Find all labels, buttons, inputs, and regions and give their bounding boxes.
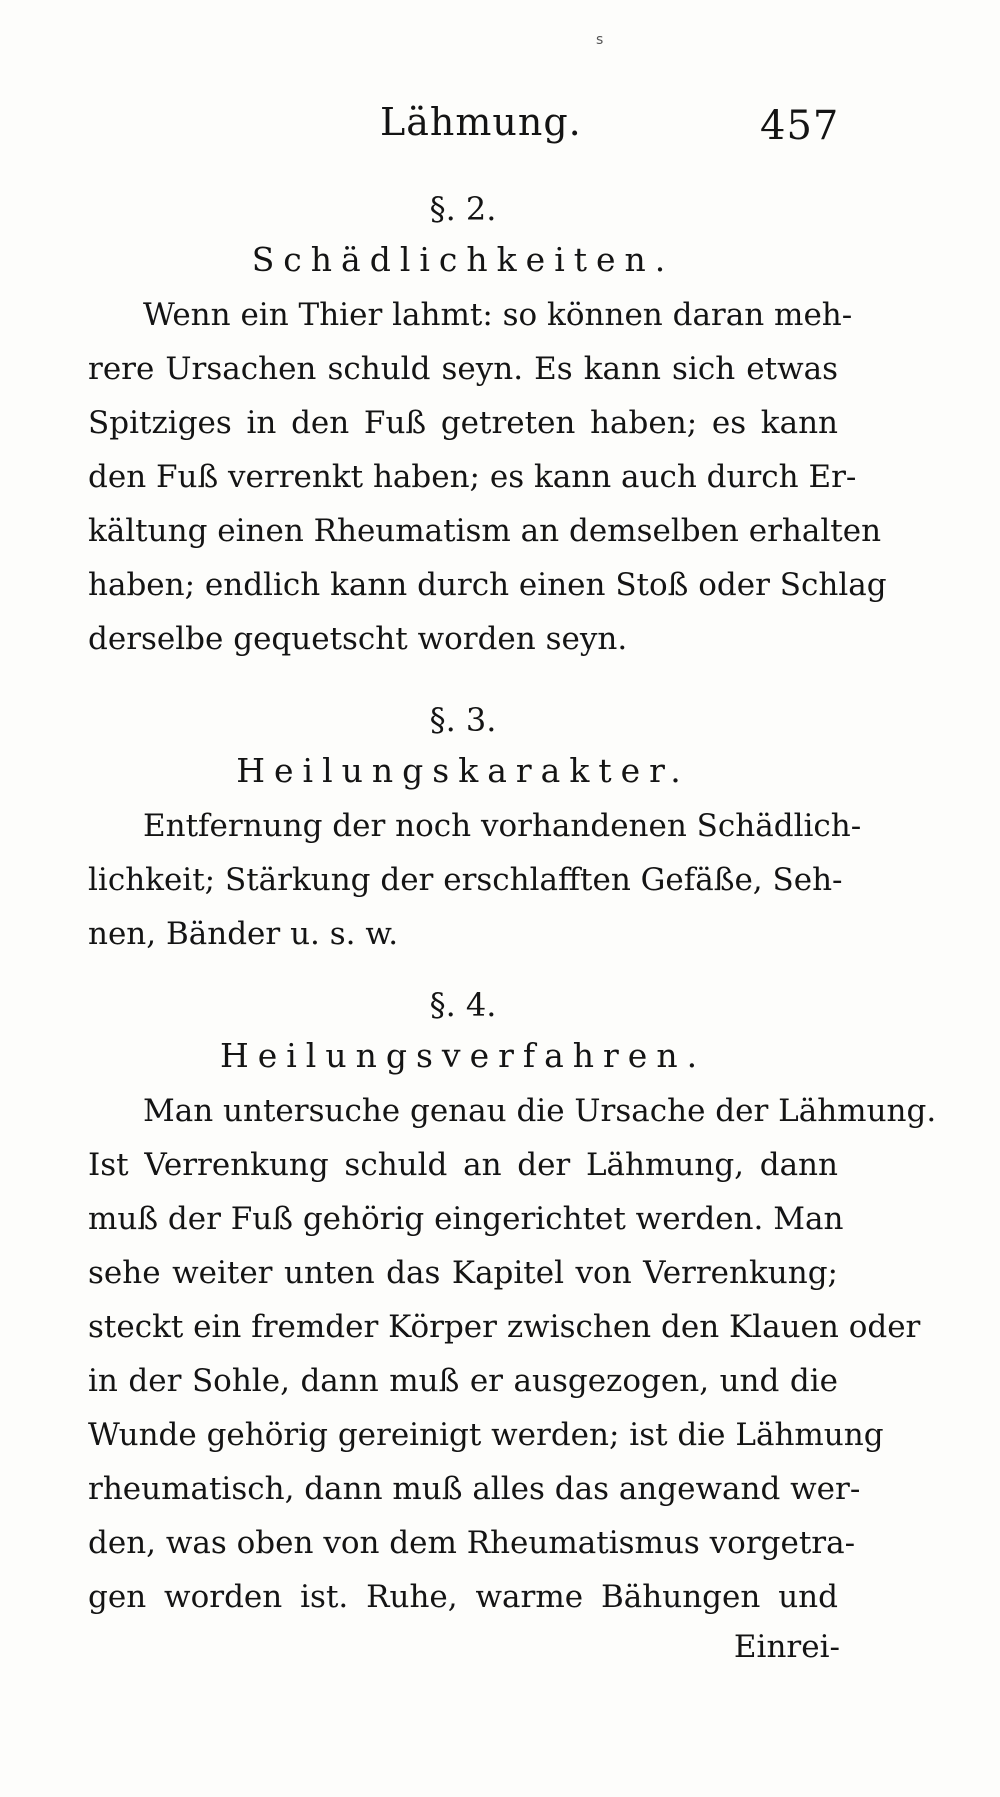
text-line: rere Ursachen schuld seyn. Es kann sich etwas xyxy=(88,351,838,387)
text-line: in der Sohle, dann muß er ausgezogen, und die xyxy=(88,1363,838,1399)
section-4 xyxy=(88,982,937,1624)
section-heading: Heilungskarakter. xyxy=(236,751,690,790)
text-line: gen worden ist. Ruhe, warme Bähungen und xyxy=(88,1579,838,1615)
text-line: muß der Fuß gehörig eingerichtet werden. Man xyxy=(88,1201,844,1237)
section-heading: Heilungsverfahren. xyxy=(219,1036,707,1075)
catchword: Einrei- xyxy=(733,1629,840,1665)
text-line: Man untersuche genau die Ursache der Lähmung. xyxy=(143,1093,937,1129)
text-line: sehe weiter unten das Kapitel von Verrenkung; xyxy=(88,1255,838,1291)
text-line: kältung einen Rheumatism an demselben erhalten xyxy=(88,513,882,549)
section-3 xyxy=(88,697,862,961)
text-line: Entfernung der noch vorhandenen Schädlich- xyxy=(143,808,862,844)
section-number: §. 4. xyxy=(429,986,497,1024)
text-line: den Fuß verrenkt haben; es kann auch durch Er- xyxy=(88,459,857,495)
text-line: steckt ein fremder Körper zwischen den Klauen oder xyxy=(88,1309,921,1345)
section-2 xyxy=(88,186,887,666)
top-mark: s xyxy=(596,32,604,48)
text-line: derselbe gequetscht worden seyn. xyxy=(88,621,628,657)
text-line: Spitziges in den Fuß getreten haben; es kann xyxy=(88,405,838,441)
section-number: §. 2. xyxy=(429,190,497,228)
text-line: lichkeit; Stärkung der erschlafften Gefäße, Seh- xyxy=(88,862,843,898)
text-line: nen, Bänder u. s. w. xyxy=(88,916,399,952)
text-line: haben; endlich kann durch einen Stoß oder Schlag xyxy=(88,567,887,603)
section-heading: Schädlichkeiten. xyxy=(251,240,675,279)
page-number: 457 xyxy=(760,103,840,149)
text-line: Wunde gehörig gereinigt werden; ist die Lähmung xyxy=(88,1417,884,1453)
text-line: rheumatisch, dann muß alles das angewand wer- xyxy=(88,1471,861,1507)
running-head: Lähmung. xyxy=(380,100,582,144)
section-number: §. 3. xyxy=(429,701,497,739)
text-line: Wenn ein Thier lahmt: so können daran meh- xyxy=(143,297,853,333)
text-line: den, was oben von dem Rheumatismus vorgetra- xyxy=(88,1525,856,1561)
text-line: Ist Verrenkung schuld an der Lähmung, dann xyxy=(88,1147,838,1183)
